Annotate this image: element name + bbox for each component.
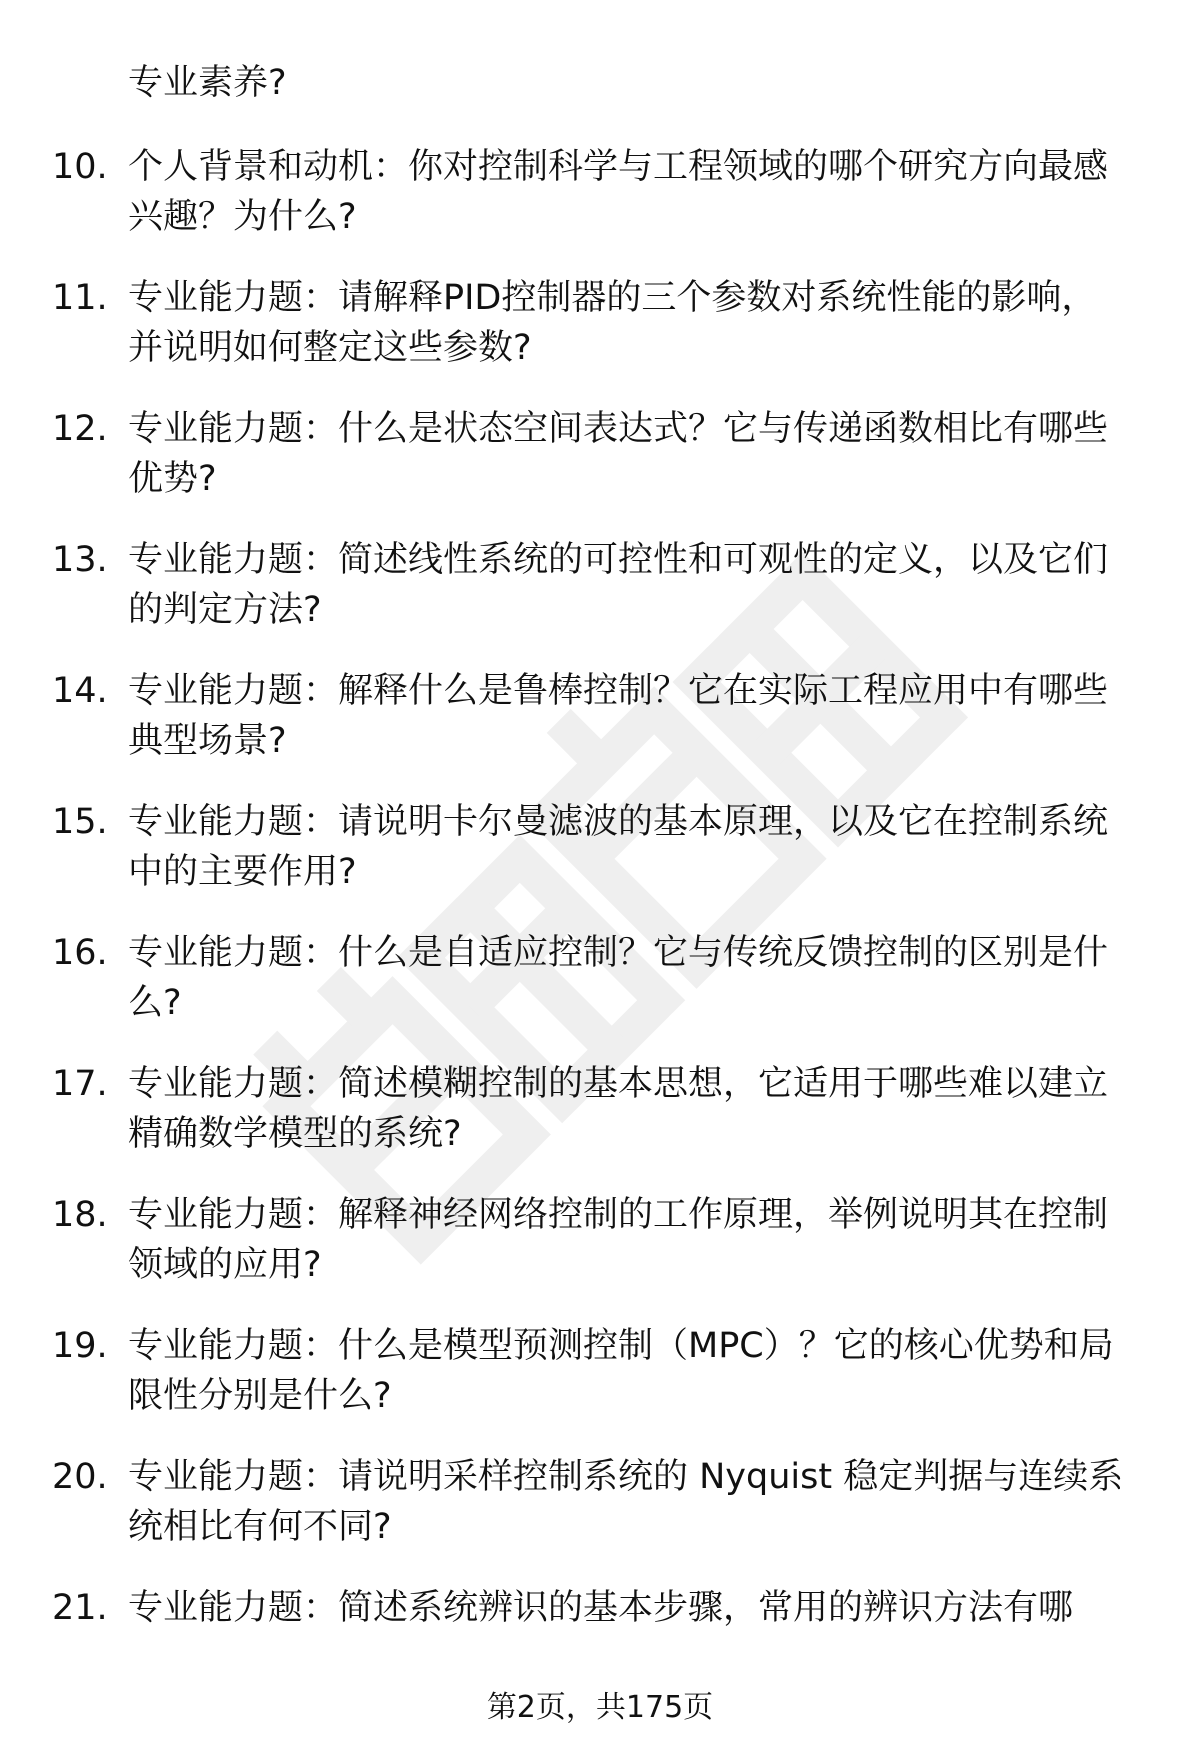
question-number: 13. xyxy=(52,540,108,580)
question-text xyxy=(128,1321,1138,1421)
question-line: 专业能力题：简述模糊控制的基本思想，它适用于哪些难以建立 xyxy=(128,1064,1109,1104)
question-line: 么? xyxy=(128,983,182,1023)
question-line: 兴趣？为什么? xyxy=(128,197,357,237)
question-text xyxy=(128,928,1138,1028)
question-line: 统相比有何不同? xyxy=(128,1507,392,1547)
question-line: 专业能力题：请说明卡尔曼滤波的基本原理，以及它在控制系统 xyxy=(128,802,1109,842)
question-text xyxy=(128,1190,1138,1290)
question-line: 的判定方法? xyxy=(128,590,322,630)
page-footer: 第2页，共175页 xyxy=(486,1690,714,1725)
list-item xyxy=(0,273,1200,404)
list-item xyxy=(0,142,1200,273)
question-line: 并说明如何整定这些参数? xyxy=(128,328,532,368)
question-line: 限性分别是什么? xyxy=(128,1376,392,1416)
list-item xyxy=(0,1059,1200,1190)
question-line: 专业能力题：请说明采样控制系统的 Nyquist 稳定判据与连续系 xyxy=(128,1457,1124,1497)
question-number: 14. xyxy=(52,671,108,711)
question-number: 16. xyxy=(52,933,108,973)
list-item xyxy=(0,797,1200,928)
question-number: 15. xyxy=(52,802,108,842)
question-line: 专业能力题：什么是状态空间表达式？它与传递函数相比有哪些 xyxy=(128,409,1109,449)
question-text xyxy=(128,1583,1138,1633)
list-item xyxy=(0,404,1200,535)
list-item xyxy=(0,535,1200,666)
list-item xyxy=(0,1321,1200,1452)
list-item xyxy=(0,1452,1200,1583)
question-number: 19. xyxy=(52,1326,108,1366)
question-line: 专业能力题：解释神经网络控制的工作原理，举例说明其在控制 xyxy=(128,1195,1109,1235)
question-number: 21. xyxy=(52,1588,108,1628)
question-text xyxy=(128,142,1138,242)
question-number: 11. xyxy=(52,278,108,318)
question-number: 17. xyxy=(52,1064,108,1104)
question-number: 12. xyxy=(52,409,108,449)
question-line: 专业能力题：什么是模型预测控制（MPC）？它的核心优势和局 xyxy=(128,1326,1114,1366)
question-text xyxy=(128,535,1138,635)
question-line: 专业能力题：解释什么是鲁棒控制？它在实际工程应用中有哪些 xyxy=(128,671,1109,711)
list-item xyxy=(0,1190,1200,1321)
question-line: 中的主要作用? xyxy=(128,852,357,892)
question-text xyxy=(128,404,1138,504)
question-line: 领域的应用? xyxy=(128,1245,322,1285)
question-text xyxy=(128,797,1138,897)
question-text xyxy=(128,1059,1138,1159)
question-line: 个人背景和动机：你对控制科学与工程领域的哪个研究方向最感 xyxy=(128,147,1109,187)
question-number: 20. xyxy=(52,1457,108,1497)
question-line: 专业能力题：请解释PID控制器的三个参数对系统性能的影响， xyxy=(128,278,1097,318)
question-text xyxy=(128,666,1138,766)
question-line: 优势? xyxy=(128,459,217,499)
question-text xyxy=(128,1452,1138,1552)
question-list xyxy=(0,142,1200,1714)
question-line: 专业能力题：简述系统辨识的基本步骤，常用的辨识方法有哪 xyxy=(128,1588,1074,1628)
question-line: 专业能力题：简述线性系统的可控性和可观性的定义，以及它们 xyxy=(128,540,1109,580)
question-line: 精确数学模型的系统? xyxy=(128,1114,462,1154)
question-line: 典型场景? xyxy=(128,721,287,761)
list-item xyxy=(0,666,1200,797)
continuation-line: 专业素养? xyxy=(128,63,287,103)
list-item xyxy=(0,928,1200,1059)
question-number: 18. xyxy=(52,1195,108,1235)
question-text xyxy=(128,273,1138,373)
question-number: 10. xyxy=(52,147,108,187)
question-line: 专业能力题：什么是自适应控制？它与传统反馈控制的区别是什 xyxy=(128,933,1109,973)
